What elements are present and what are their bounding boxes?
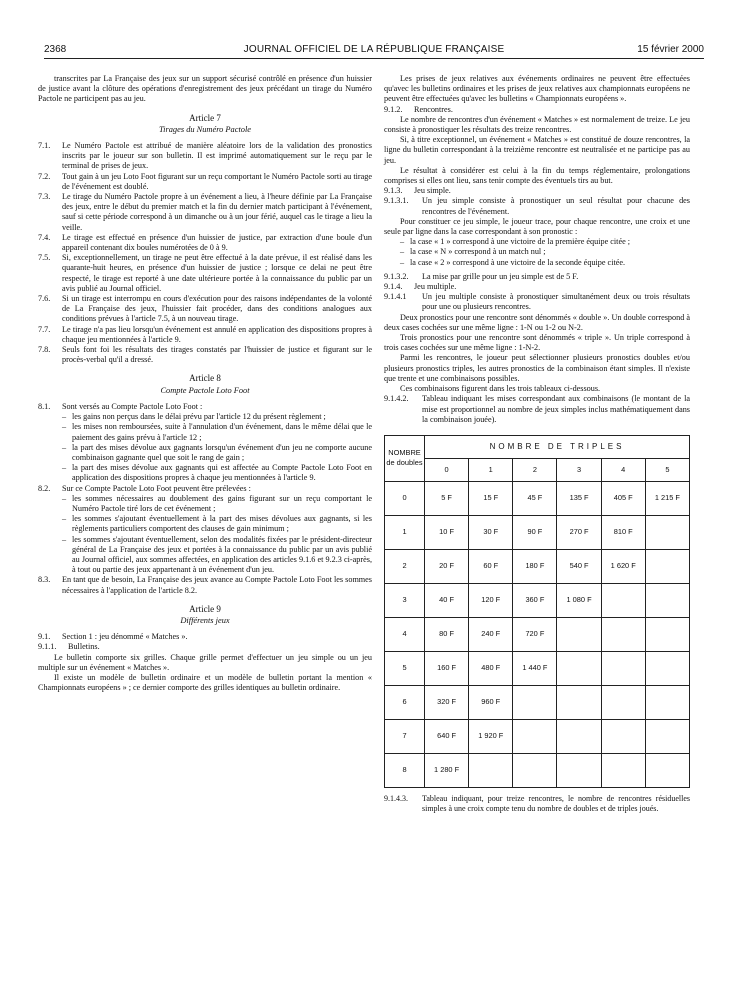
dash-bullet: – — [62, 422, 67, 432]
table-cell — [557, 719, 601, 753]
journal-title: JOURNAL OFFICIEL DE LA RÉPUBLIQUE FRANÇAISE — [243, 44, 505, 55]
clause-text: Un jeu simple consiste à pronostiquer un seul résultat pour chacune des rencontres de l'événement. — [422, 196, 690, 216]
list-item — [38, 463, 372, 483]
table-row — [385, 685, 690, 719]
clause-number: 9.1.3.2. — [384, 271, 409, 281]
clause-text: Jeu simple. — [414, 186, 451, 196]
table-cell — [601, 617, 645, 651]
clause-number: 7.2. — [38, 171, 51, 181]
list-item-text: la part des mises dévolue aux gagnants lorsqu'un événement d'un jeu ne comporte aucune combinaison gagnante quel que soit le rang de gain ; — [72, 442, 372, 462]
table-cell: 1 440 F — [513, 651, 557, 685]
list-item — [38, 535, 372, 576]
table-cell: 1 080 F — [557, 583, 601, 617]
article-7-list — [38, 141, 372, 365]
dash-bullet: – — [62, 442, 67, 452]
doubles-cell: 2 — [385, 549, 425, 583]
list-item — [38, 412, 372, 422]
clause-text: Jeu multiple. — [414, 282, 457, 292]
page-number: 2368 — [44, 44, 67, 55]
triple-paragraph: Trois pronostics pour une rencontre sont dénommés « triple ». Un triple correspond à trois cases cochées sur une même ligne : 1-N-2. — [384, 333, 690, 353]
table-cell: 1 920 F — [469, 719, 513, 753]
clause-text: La mise par grille pour un jeu simple est de 5 F. — [422, 271, 579, 281]
bulletins-usage-paragraph: Les prises de jeux relatives aux événements ordinaires ne peuvent être effectuées qu'avec les bulletins ordinaires et les prises de jeux relatives aux championnats européens ne peuvent être effectuées qu'avec les bulletins « Championnats européens ». — [384, 74, 690, 104]
clause-8-1 — [38, 402, 372, 412]
list-item — [38, 172, 372, 192]
list-item — [38, 422, 372, 442]
clause-number: 8.2. — [38, 483, 51, 493]
clause-text: Sur ce Compte Pactole Loto Foot peuvent être prélevées : — [62, 483, 251, 493]
clause-text: Rencontres. — [414, 104, 453, 114]
table-cell — [645, 753, 689, 787]
clause-text: Le tirage est effectué en présence d'un huissier de justice, par extraction d'une boule d'un appareil contenant dix boules numérotées de 0 à 9. — [62, 232, 372, 253]
table-cell: 1 280 F — [425, 753, 469, 787]
clause-text: Si, exceptionnellement, un tirage ne peut être effectué à la date prévue, il est réalisé dans les quarante-huit heures, en présence d'un huissier de justice ; lorsque ce delai ne peut être respecté, le tirage est reporté à une date ultérieure portée à la connaissance du public par un avis publié au Journal officiel. — [62, 253, 372, 293]
list-item — [38, 345, 372, 365]
column-header-row — [385, 458, 690, 481]
column-header: 3 — [557, 458, 601, 481]
table-cell — [645, 685, 689, 719]
jeu-simple-cases — [384, 237, 690, 268]
doubles-cell: 0 — [385, 481, 425, 515]
table-cell — [645, 549, 689, 583]
clause-number: 9.1. — [38, 632, 51, 642]
clause-number: 7.1. — [38, 141, 51, 151]
table-cell: 360 F — [513, 583, 557, 617]
article-8-heading: Article 8 — [189, 373, 221, 384]
column-group-header: NOMBRE DE TRIPLES — [425, 435, 690, 458]
clause-text: Le tirage n'a pas lieu lorsqu'un événement est annulé en application des dispositions propres à chaque jeu mentionnées à l'article 9. — [62, 324, 372, 344]
dash-bullet: – — [62, 514, 67, 524]
clause-number: 9.1.3.1. — [384, 196, 409, 206]
dash-bullet: – — [62, 493, 67, 503]
table-row — [385, 583, 690, 617]
list-item-text: les mises non remboursées, suite à l'annulation d'un événement, dans le même délai que le paiement des gains prévu à l'article 12 ; — [72, 422, 372, 442]
dash-bullet: – — [62, 534, 67, 544]
table-cell: 240 F — [469, 617, 513, 651]
tableaux-paragraph: Ces combinaisons figurent dans les trois tableaux ci-dessous. — [400, 384, 601, 394]
left-column — [38, 74, 372, 693]
list-item-text: les sommes s'ajoutant éventuellement à la part des mises dévolues aux gagnants, si les règlements particuliers comportent des clauses de gain minimum ; — [72, 514, 372, 534]
clause-text: Un jeu multiple consiste à pronostiquer simultanément deux ou trois résultats pour une ou plusieurs rencontres. — [422, 292, 690, 312]
table-cell: 90 F — [513, 515, 557, 549]
table-cell: 1 620 F — [601, 549, 645, 583]
article-9-heading: Article 9 — [189, 603, 221, 614]
list-item — [38, 294, 372, 325]
clause-number: 7.6. — [38, 294, 51, 304]
list-item-text: les sommes s'ajoutant éventuellement, selon des modalités fixées par le président-directeur général de La Française des jeux et portées à la connaissance du public par un avis publié au Journal officiel, aux sommes affectées, en application des articles 9.1.6 et 9.2.3 ci-après, à tout ou partie des jeux appartenant à un événement d'un jeu. — [72, 534, 372, 575]
dash-bullet: – — [400, 237, 405, 247]
table-cell — [469, 753, 513, 787]
table-cell: 180 F — [513, 549, 557, 583]
clause-9-1-4 — [384, 282, 690, 292]
mises-table — [384, 435, 690, 788]
table-cell — [513, 719, 557, 753]
list-item — [38, 325, 372, 345]
table-cell — [645, 583, 689, 617]
table-cell: 270 F — [557, 515, 601, 549]
clause-number: 9.1.4.1 — [384, 292, 407, 302]
table-cell — [557, 651, 601, 685]
table-row — [385, 515, 690, 549]
table-cell: 960 F — [469, 685, 513, 719]
table-cell: 135 F — [557, 481, 601, 515]
table-cell: 810 F — [601, 515, 645, 549]
table-cell: 10 F — [425, 515, 469, 549]
list-item — [38, 192, 372, 233]
table-cell: 160 F — [425, 651, 469, 685]
clause-8-3 — [38, 575, 372, 595]
rencontres-paragraph-3: Le résultat à considérer est celui à la fin du temps réglementaire, prolongations comprises si elles ont lieu, sans tenir compte des éventuels tirs au but. — [384, 165, 690, 186]
double-paragraph: Deux pronostics pour une rencontre sont dénommés « double ». Un double correspond à deux cases cochées sur une même ligne : 1-N ou 1-2 ou N-2. — [384, 312, 690, 332]
clause-9-1-2 — [384, 105, 690, 115]
table-cell: 720 F — [513, 617, 557, 651]
clause-number: 9.1.3. — [384, 186, 403, 196]
table-row — [385, 719, 690, 753]
table-cell: 480 F — [469, 651, 513, 685]
table-body — [385, 481, 690, 787]
column-header: 0 — [425, 458, 469, 481]
list-item — [384, 258, 690, 268]
clause-9-1-3-1 — [384, 196, 690, 216]
article-9-subtitle: Différents jeux — [180, 615, 230, 625]
table-cell: 405 F — [601, 481, 645, 515]
header-rule — [44, 58, 704, 59]
table-row — [385, 753, 690, 787]
issue-date: 15 février 2000 — [637, 44, 704, 55]
clause-number: 7.7. — [38, 324, 51, 334]
column-header: 1 — [469, 458, 513, 481]
clause-text: Si un tirage est interrompu en cours d'exécution pour des raisons indépendantes de la volonté de La Française des jeux, l'huissier fait procéder, dans des conditions analogues aux conditions prévues à l'article 7.5, à un nouveau tirage. — [62, 294, 372, 324]
clause-number: 9.1.2. — [384, 104, 403, 114]
article-7-heading: Article 7 — [189, 112, 221, 123]
clause-text: Tableau indiquant, pour treize rencontres, le nombre de rencontres résiduelles simples à une croix compte tenu du nombre de doubles et de triples joués. — [422, 793, 690, 813]
table-cell — [601, 753, 645, 787]
article-8-subtitle: Compte Pactole Loto Foot — [160, 385, 250, 395]
list-item-text: la part des mises dévolue aux gagnants qui est affectée au Compte Pactole Loto Foot en application des dispositions propres à chaque jeu mentionnées à l'article 9. — [72, 463, 372, 483]
clause-9-1-3 — [384, 186, 690, 196]
table-cell: 60 F — [469, 549, 513, 583]
clause-9-1-1 — [38, 642, 372, 652]
doubles-cell: 8 — [385, 753, 425, 787]
table-cell — [601, 685, 645, 719]
dash-bullet: – — [400, 247, 405, 257]
table-cell: 45 F — [513, 481, 557, 515]
right-column — [384, 74, 690, 814]
table-cell — [645, 651, 689, 685]
list-item — [38, 141, 372, 172]
row-header-label: NOMBRE de doubles — [386, 448, 423, 468]
dash-bullet: – — [400, 257, 405, 267]
clause-number: 9.1.4.3. — [384, 793, 408, 803]
list-item — [384, 237, 690, 247]
list-item — [38, 233, 372, 253]
clause-text: Bulletins. — [68, 642, 100, 652]
table-row — [385, 481, 690, 515]
dash-bullet: – — [62, 463, 67, 473]
dash-bullet: – — [62, 412, 67, 422]
table-cell: 15 F — [469, 481, 513, 515]
table-cell: 120 F — [469, 583, 513, 617]
column-header: 2 — [513, 458, 557, 481]
doubles-cell: 4 — [385, 617, 425, 651]
table-cell: 40 F — [425, 583, 469, 617]
list-item-text: la case « 2 » correspond à une victoire de la seconde équipe citée. — [410, 257, 626, 267]
column-header: 5 — [645, 458, 689, 481]
table-cell — [557, 753, 601, 787]
table-cell: 540 F — [557, 549, 601, 583]
clause-9-1-4-1 — [384, 292, 690, 312]
clause-text: Le Numéro Pactole est attribué de manière aléatoire lors de la validation des pronostics inscrits par le joueur sur son bulletin. Il est imprimé automatiquement sur le reçu par le terminal de prises de jeux. — [62, 141, 372, 171]
table-cell: 5 F — [425, 481, 469, 515]
table-cell — [557, 685, 601, 719]
clause-9-1-3-2 — [384, 272, 690, 282]
table-cell: 20 F — [425, 549, 469, 583]
intro-paragraph: transcrites par La Française des jeux sur un support sécurisé contrôlé en présence d'un huissier de justice avant la clôture des opérations d'enregistrement des jeux précédant un tirage du Numéro Pactole ne participent pas au jeu. — [38, 74, 372, 104]
clause-number: 8.1. — [38, 401, 51, 411]
bulletin-paragraph-2: Il existe un modèle de bulletin ordinaire et un modèle de bulletin portant la mention « Championnats européens » ; ce dernier comporte des grilles identiques au bulletin ordinaire. — [38, 672, 372, 693]
bulletin-paragraph-1: Le bulletin comporte six grilles. Chaque grille permet d'effectuer un jeu simple ou un jeu multiple sur un événement « Matches ». — [38, 652, 372, 672]
table-row — [385, 617, 690, 651]
list-item — [38, 514, 372, 534]
clause-number: 9.1.1. — [38, 642, 57, 652]
clause-number: 7.4. — [38, 232, 51, 242]
table-row — [385, 651, 690, 685]
clause-number: 7.8. — [38, 345, 51, 355]
doubles-cell: 3 — [385, 583, 425, 617]
table-cell: 320 F — [425, 685, 469, 719]
list-item — [384, 247, 690, 257]
clause-8-2 — [38, 484, 372, 494]
clause-9-1-4-2 — [384, 394, 690, 425]
doubles-cell: 7 — [385, 719, 425, 753]
table-cell: 80 F — [425, 617, 469, 651]
table-cell — [601, 719, 645, 753]
list-item — [38, 494, 372, 514]
clause-9-1-4-3 — [384, 794, 690, 814]
list-item — [38, 443, 372, 463]
list-item-text: la case « 1 » correspond à une victoire de la première équipe citée ; — [410, 237, 631, 247]
clause-8-1-items — [38, 412, 372, 483]
clause-8-2-items — [38, 494, 372, 576]
table-cell — [645, 719, 689, 753]
clause-text: En tant que de besoin, La Française des jeux avance au Compte Pactole Loto Foot les sommes nécessaires à l'application de l'article 8.2. — [62, 575, 372, 595]
table-cell — [513, 685, 557, 719]
clause-number: 7.3. — [38, 192, 51, 202]
clause-number: 8.3. — [38, 575, 51, 585]
row-header-cell — [385, 435, 425, 481]
table-row — [385, 549, 690, 583]
doubles-cell: 5 — [385, 651, 425, 685]
clause-text: Seuls font foi les résultats des tirages constatés par l'huissier de justice et figurant sur le procès-verbal qu'il a dressé. — [62, 345, 372, 365]
clause-text: Tableau indiquant les mises correspondant aux combinaisons (le montant de la mise est proportionnel au nombre de jeux simples inclus mathématiquement dans la combinaison jouée). — [422, 394, 690, 424]
list-item-text: les gains non perçus dans le délai prévu par l'article 12 du présent règlement ; — [72, 412, 326, 422]
clause-number: 9.1.4.2. — [384, 394, 409, 404]
table-cell — [601, 651, 645, 685]
clause-number: 9.1.4. — [384, 282, 403, 292]
table-cell: 30 F — [469, 515, 513, 549]
table-cell — [645, 617, 689, 651]
rencontres-paragraph-2: Si, à titre exceptionnel, un événement « Matches » est constitué de douze rencontres, la ligne du bulletin correspondant à la treizième rencontre est neutralisée et ne participe pas au jeu. — [384, 135, 690, 165]
doubles-cell: 1 — [385, 515, 425, 549]
list-item — [38, 253, 372, 294]
clause-text: Sont versés au Compte Pactole Loto Foot : — [62, 401, 203, 411]
list-item-text: la case « N » correspond à un match nul ; — [410, 247, 546, 257]
table-cell — [601, 583, 645, 617]
table-cell: 1 215 F — [645, 481, 689, 515]
list-item-text: les sommes nécessaires au doublement des gains figurant sur un reçu comportant le Numéro Pactole tiré lors de cet événement ; — [72, 493, 372, 513]
jeu-simple-paragraph: Pour constituer ce jeu simple, le joueur trace, pour chaque rencontre, une croix et une seule par ligne dans la case correspondant à son pronostic : — [384, 216, 690, 237]
doubles-cell: 6 — [385, 685, 425, 719]
page-header — [44, 44, 704, 58]
clause-9-1 — [38, 632, 372, 642]
clause-text: Section 1 : jeu dénommé « Matches ». — [62, 632, 188, 642]
clause-number: 7.5. — [38, 253, 51, 263]
table-cell — [513, 753, 557, 787]
table-cell: 640 F — [425, 719, 469, 753]
table-cell — [557, 617, 601, 651]
column-header: 4 — [601, 458, 645, 481]
table-cell — [645, 515, 689, 549]
article-7-subtitle: Tirages du Numéro Pactole — [158, 124, 252, 134]
combinaisons-paragraph: Parmi les rencontres, le joueur peut sélectionner plusieurs pronostics doubles et/ou plusieurs pronostics triples, les autres pronostics de la combinaison étant simples. Il n'existe que trente et une combinaisons possibles. — [384, 353, 690, 383]
clause-text: Le tirage du Numéro Pactole propre à un événement a lieu, à l'heure définie par La Française des jeux, entre le début du premier match et la fin du dernier match participant à l'événement, sauf si cette période correspond à un dimanche ou à un jour férié, auquel cas le tirage a lieu la veille. — [62, 192, 372, 232]
rencontres-paragraph-1: Le nombre de rencontres d'un événement « Matches » est normalement de treize. Le jeu consiste à pronostiquer les résultats des treize rencontres. — [384, 114, 690, 135]
clause-text: Tout gain à un jeu Loto Foot figurant sur un reçu comportant le Numéro Pactole sorti au tirage de l'événement est doublé. — [62, 171, 372, 191]
